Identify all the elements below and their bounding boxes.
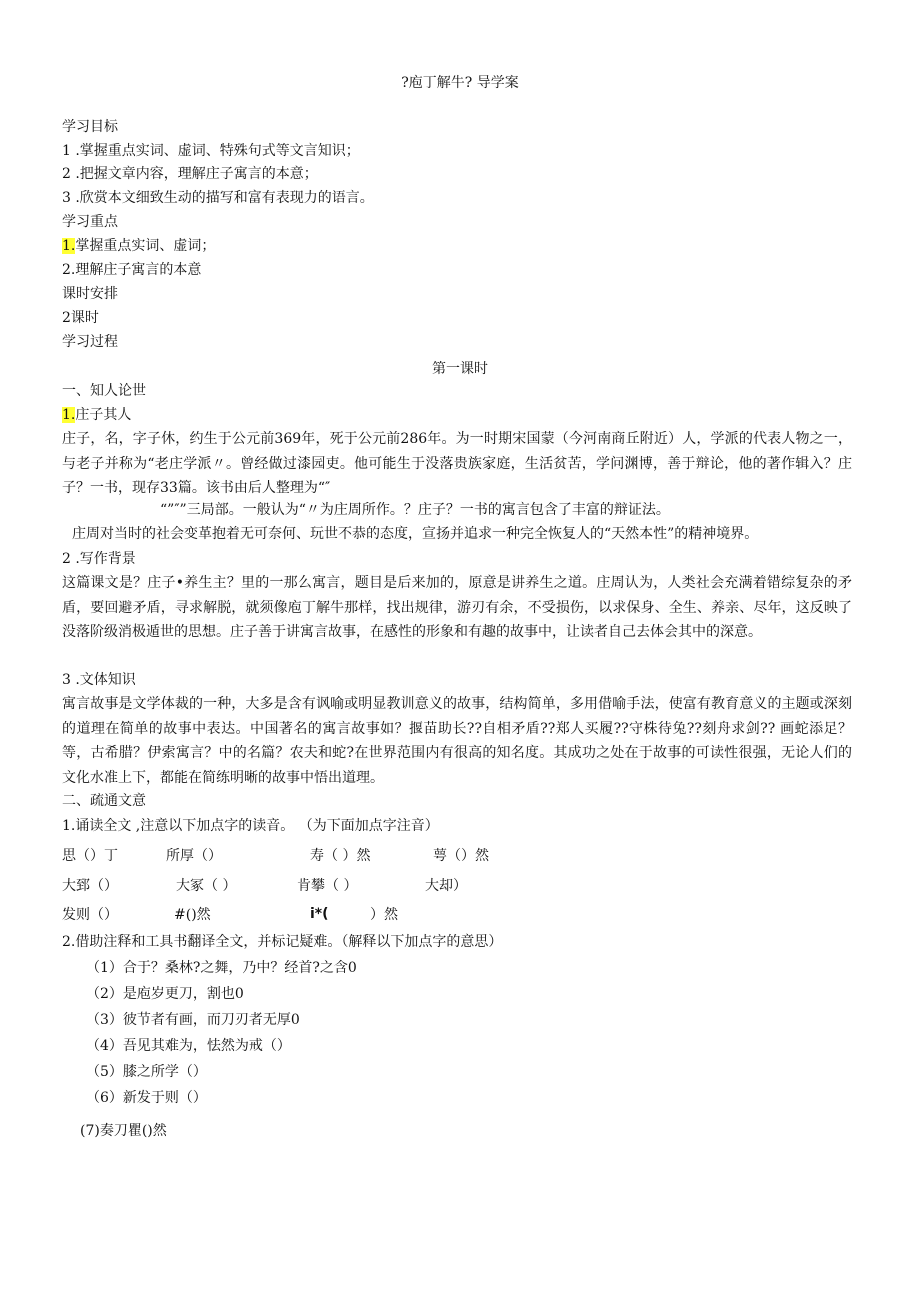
- key-points-heading: 学习重点: [62, 214, 118, 230]
- translation-item: (7)奏刀瞿()然: [80, 1123, 167, 1139]
- subsection-heading: 2 .写作背景: [62, 551, 136, 567]
- translation-item: （5）膝之所学（）: [86, 1064, 207, 1080]
- pronunciation-item: 肯攀（ ）: [297, 878, 358, 894]
- section1-heading: 一、知人论世: [62, 383, 146, 399]
- objectives-heading: 学习目标: [62, 119, 118, 135]
- paragraph-background: 这篇课文是？庄子•养生主？里的一那么寓言，题目是后来加的，原意是讲养生之道。庄周认为，人类社会充满着错综复杂的矛盾，要回避矛盾，寻求解脱，就须像庖丁解牛那样，找出规律，游刃有余，不受损伤，以求保身、全生、养亲、尽年，这反映了没落阶级消极遁世的思想。庄子善于讲寓言故事，在感性的形象和有趣的故事中，让读者自己去体会其中的深意。: [62, 575, 852, 640]
- key-point-text: 掌握重点实词、虚词；: [75, 238, 216, 254]
- objective-item: 2 .把握文章内容，理解庄子寓言的本意；: [62, 166, 318, 182]
- translation-item: （4）吾见其难为，怯然为戒（）: [86, 1038, 291, 1054]
- paragraph-attitude: 庄周对当时的社会变革抱着无可奈何、玩世不恭的态度，宣扬并追求一种完全恢复人的“天然本性”的精神境界。: [72, 526, 759, 542]
- pronunciation-item: #()然: [174, 907, 211, 923]
- process-heading: 学习过程: [62, 334, 118, 350]
- pronunciation-item: 萼（）然: [433, 848, 489, 864]
- highlighted-number: 1.: [62, 238, 76, 254]
- document-title: ?庖丁解牛? 导学案: [401, 75, 519, 91]
- pronunciation-item: 大冢（ ）: [176, 878, 237, 894]
- subsection-heading: [62, 405, 131, 425]
- translation-item: （1）合于？桑林?之舞，乃中？经首?之含0: [86, 960, 357, 976]
- section2-heading: 二、疏通文意: [62, 793, 146, 809]
- pronunciation-item: 大郅（）: [62, 878, 118, 894]
- pronunciation-item: i*(: [310, 906, 329, 922]
- lesson-title: 第一课时: [432, 361, 488, 377]
- paragraph-genre: 寓言故事是文学体裁的一种，大多是含有讽喻或明显教训意义的故事，结构简单，多用借喻手法，使富有教育意义的主题或深刻的道理在简单的故事中表达。中国著名的寓言故事如？揠苗助长??自相矛盾??郑人买履??守株待兔??刻舟求剑?? 画蛇添足？等，古希腊？伊索寓言？中的名篇？农夫和蛇?在世界范围内有很高的知名度。其成功之处在于故事的可读性很强，无论人们的文化水准上下，都能在简练明晰的故事中悟出道理。: [62, 696, 852, 786]
- pronunciation-item: 发则（）: [62, 907, 118, 923]
- task2-instruction: 2.借助注释和工具书翻译全文，并标记疑难。（解释以下加点字的意思）: [62, 934, 503, 950]
- key-point-item: 2.理解庄子寓言的本意: [62, 262, 202, 278]
- subsection-text: 庄子其人: [75, 407, 132, 423]
- subsection-heading: 3 .文体知识: [62, 672, 136, 688]
- highlighted-number: 1.: [62, 407, 76, 423]
- schedule-heading: 课时安排: [62, 286, 118, 302]
- translation-item: （6）新发于则（）: [86, 1090, 207, 1106]
- key-point-item: [62, 236, 215, 256]
- objective-item: 3 .欣赏本文细致生动的描写和富有表现力的语言。: [62, 190, 374, 206]
- task1-instruction: 1.诵读全文 ,注意以下加点字的读音。 （为下面加点字注音）: [62, 818, 439, 834]
- pronunciation-item: 大却）: [425, 878, 467, 894]
- pronunciation-item: 寿（ ）然: [310, 848, 371, 864]
- pronunciation-item: 所厚（）: [166, 848, 222, 864]
- pronunciation-item: ）然: [370, 907, 398, 923]
- paragraph-continuation: “”″”三局部。一般认为“〃为庄周所作。？庄子？一书的寓言包含了丰富的辩证法。: [160, 502, 670, 518]
- paragraph-zhuangzi-bio: 庄子，名，字子休，约生于公元前369年，死于公元前286年。为一时期宋国蒙（今河南商丘附近）人，学派的代表人物之一，与老子并称为“老庄学派〃。曾经做过漆园吏。他可能生于没落贵族家庭，生活贫苦，学问渊博，善于辩论，他的著作辑入？庄子？一书，现存33篇。该书由后人整理为“″: [62, 431, 852, 496]
- pronunciation-item: 思（）丁: [62, 848, 118, 864]
- translation-item: （2）是庖岁更刀，割也0: [86, 986, 244, 1002]
- translation-item: （3）彼节者有画，而刀刃者无厚0: [86, 1012, 300, 1028]
- objective-item: 1 .掌握重点实词、虚词、特殊句式等文言知识；: [62, 143, 360, 159]
- schedule-value: 2课时: [62, 310, 99, 326]
